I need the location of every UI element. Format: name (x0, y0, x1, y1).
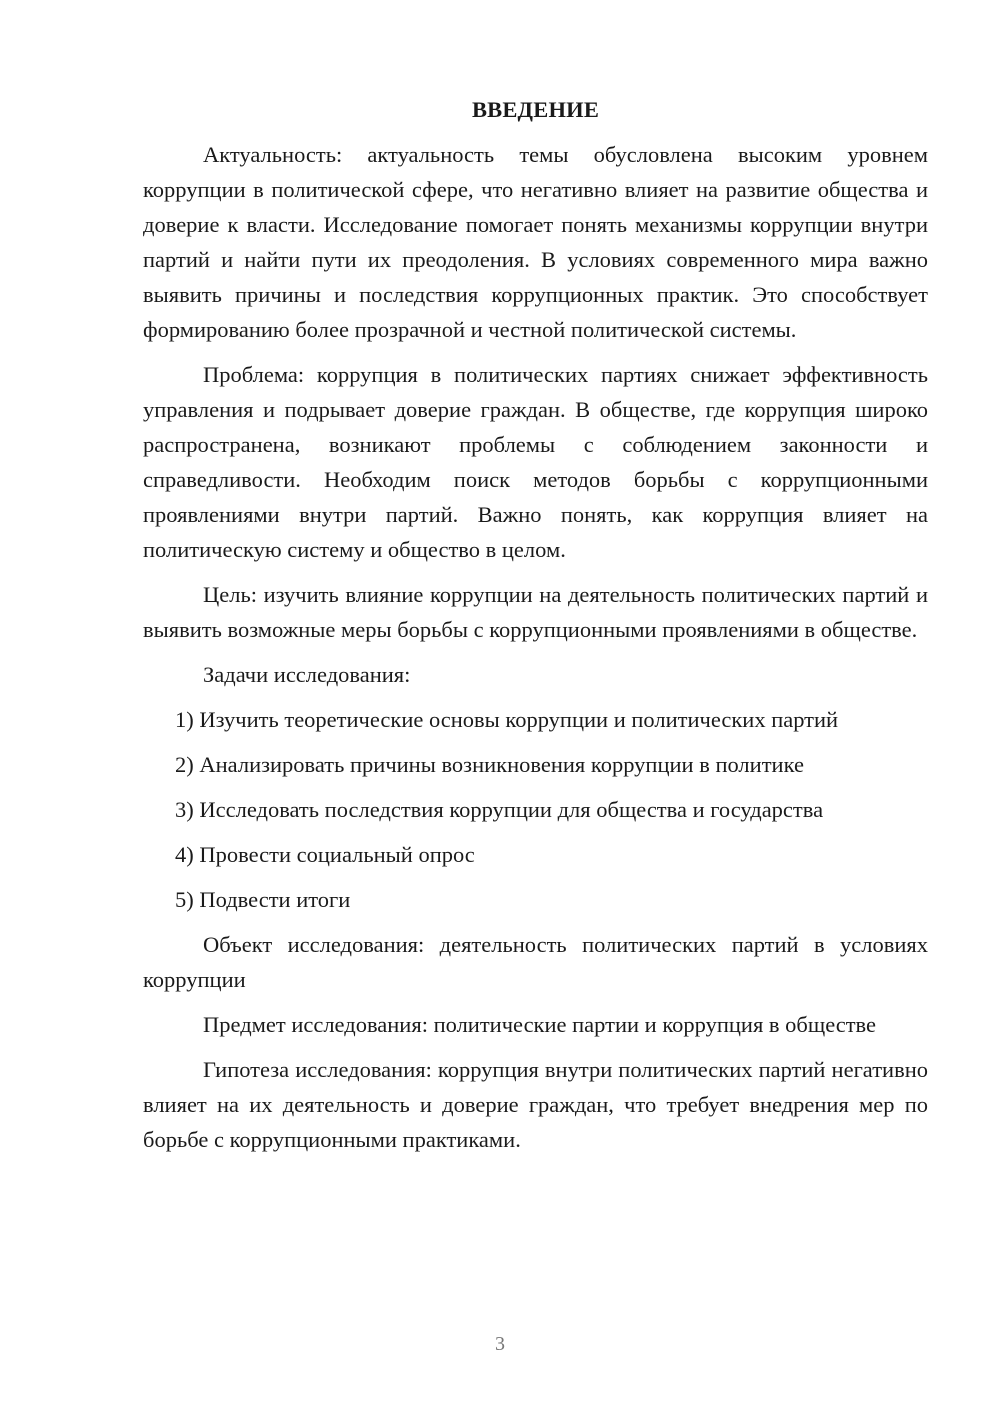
document-page (143, 92, 928, 1167)
relevance-paragraph: Актуальность: актуальность темы обусловлена высоким уровнем коррупции в политической сфере, что негативно влияет на развитие общества и доверие к власти. Исследование помогает понять механизмы коррупции внутри партий и найти пути их преодоления. В условиях современного мира важно выявить причины и последствия коррупционных практик. Это способствует формированию более прозрачной и честной политической системы. (143, 142, 928, 342)
hypothesis-paragraph: Гипотеза исследования: коррупция внутри политических партий негативно влияет на их деятельность и доверие граждан, что требует внедрения мер по борьбе с коррупционными практиками. (143, 1057, 928, 1152)
task-item: 3) Исследовать последствия коррупции для общества и государства (175, 797, 824, 822)
page-title: ВВЕДЕНИЕ (471, 97, 600, 122)
tasks-heading: Задачи исследования: (203, 662, 411, 687)
object-paragraph: Объект исследования: деятельность политических партий в условиях коррупции (143, 932, 928, 992)
task-item: 5) Подвести итоги (175, 887, 351, 912)
problem-paragraph: Проблема: коррупция в политических партиях снижает эффективность управления и подрывает доверие граждан. В обществе, где коррупция широко распространена, возникают проблемы с соблюдением законности и справедливости. Необходим поиск методов борьбы с коррупционными проявлениями внутри партий. Важно понять, как коррупция влияет на политическую систему и общество в целом. (143, 362, 928, 562)
page-number: 3 (495, 1333, 505, 1355)
task-item: 4) Провести социальный опрос (175, 842, 475, 867)
subject-paragraph: Предмет исследования: политические партии и коррупция в обществе (203, 1012, 877, 1037)
task-item: 2) Анализировать причины возникновения коррупции в политике (175, 752, 804, 777)
task-item: 1) Изучить теоретические основы коррупции и политических партий (175, 707, 839, 732)
goal-paragraph: Цель: изучить влияние коррупции на деятельность политических партий и выявить возможные меры борьбы с коррупционными проявлениями в обществе. (143, 582, 928, 642)
